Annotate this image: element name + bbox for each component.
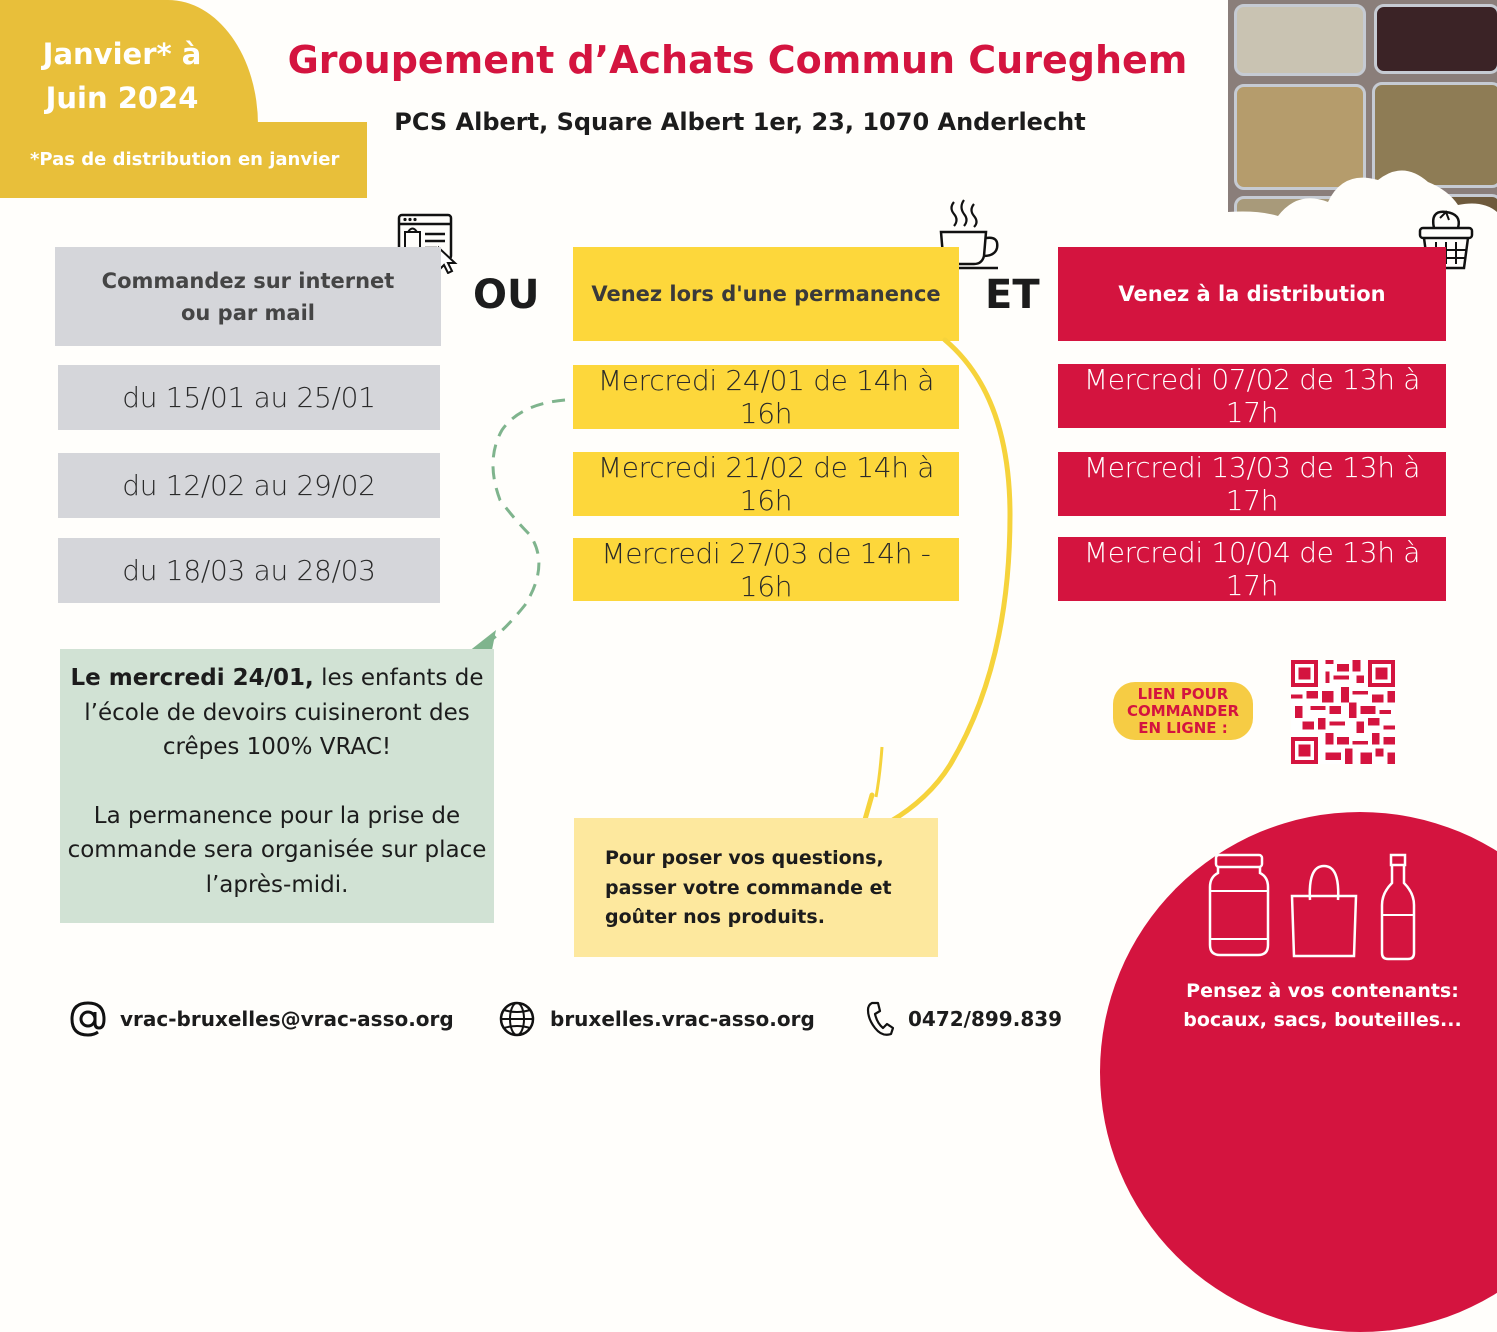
- or-connector: OU: [473, 272, 540, 318]
- distribution-date-2: Mercredi 13/03 de 13h à 17h: [1058, 452, 1446, 516]
- email-contact[interactable]: [70, 1001, 454, 1037]
- order-period-3: du 18/03 au 28/03: [58, 538, 440, 603]
- qr-code-icon[interactable]: [1289, 660, 1397, 764]
- order-online-header: Commandez sur internet ou par mail: [55, 247, 441, 346]
- questions-note: Pour poser vos questions, passer votre commande et goûter nos produits.: [574, 818, 938, 957]
- page-title: Groupement d’Achats Commun Cureghem: [287, 38, 1188, 82]
- website-url[interactable]: bruxelles.vrac-asso.org: [550, 1007, 815, 1031]
- permanence-info-text: La permanence pour la prise de commande sera organisée sur place l’après-midi.: [67, 802, 487, 898]
- order-period-2: du 12/02 au 29/02: [58, 453, 440, 518]
- website-contact[interactable]: [498, 1001, 815, 1037]
- jar-icon: [1208, 853, 1270, 957]
- crepes-event-text: Le mercredi 24/01, les enfants de l’école de devoirs cuisineront des crêpes 100% VRAC!: [70, 665, 484, 760]
- phone-number[interactable]: 0472/899.839: [908, 1007, 1063, 1031]
- yellow-arrow: [850, 335, 1030, 845]
- phone-contact[interactable]: [866, 1001, 1062, 1037]
- order-period-1: du 15/01 au 25/01: [58, 365, 440, 430]
- distribution-date-1: Mercredi 07/02 de 13h à 17h: [1058, 364, 1446, 428]
- distribution-header: Venez à la distribution: [1058, 247, 1446, 341]
- bulk-containers-photo: [1228, 0, 1497, 225]
- email-address[interactable]: vrac-bruxelles@vrac-asso.org: [120, 1007, 454, 1031]
- bottle-icon: [1380, 853, 1416, 961]
- crepes-event-note: [60, 649, 494, 923]
- permanence-date-3: Mercredi 27/03 de 14h - 16h: [573, 538, 959, 601]
- order-link-badge: LIEN POUR COMMANDER EN LIGNE :: [1113, 682, 1253, 740]
- distribution-note: *Pas de distribution en janvier: [30, 149, 340, 170]
- address: PCS Albert, Square Albert 1er, 23, 1070 Anderlecht: [394, 108, 1086, 136]
- and-connector: ET: [985, 272, 1040, 318]
- phone-icon: [866, 1001, 894, 1037]
- containers-reminder: Pensez à vos contenants: bocaux, sacs, bouteilles...: [1183, 980, 1462, 1031]
- dashed-arrow: [460, 390, 580, 662]
- permanence-date-1: Mercredi 24/01 de 14h à 16h: [573, 365, 959, 429]
- period-dates: Janvier* à Juin 2024: [42, 37, 202, 115]
- permanence-header: Venez lors d'une permanence: [573, 247, 959, 341]
- tote-bag-icon: [1290, 862, 1358, 958]
- at-icon: [70, 1001, 106, 1037]
- distribution-date-3: Mercredi 10/04 de 13h à 17h: [1058, 537, 1446, 601]
- permanence-date-2: Mercredi 21/02 de 14h à 16h: [573, 452, 959, 516]
- globe-icon: [498, 1001, 536, 1037]
